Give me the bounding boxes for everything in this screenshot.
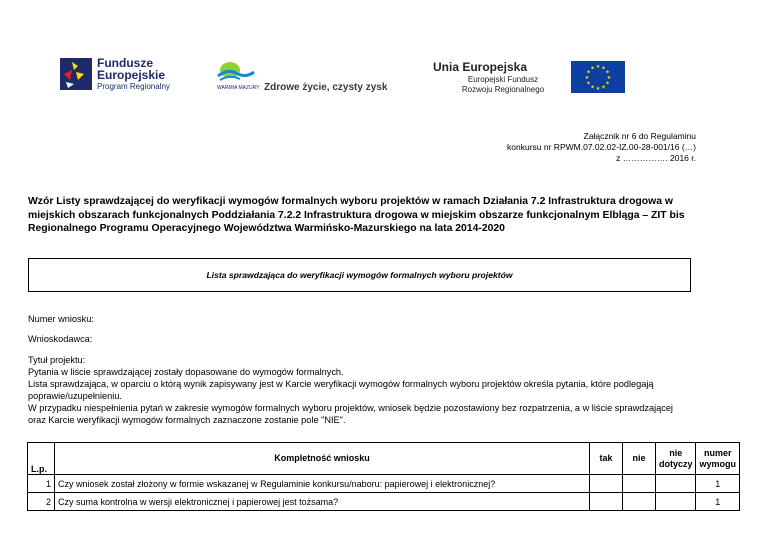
list-header-text: Lista sprawdzająca do weryfikacji wymogów formalnych wyboru projektów xyxy=(206,270,513,280)
col-section: Kompletność wniosku xyxy=(55,443,590,475)
svg-text:★: ★ xyxy=(584,75,590,81)
table-header-row xyxy=(28,443,740,475)
info-line-4: W przypadku niespełnienia pytań w zakresie wymogów formalnych wyboru projektów, wniosek będzie pozostawiony bez rozpatrzenia, a w liście sprawdzającej oraz Karcie weryfikacji wymogów formalnych zaznaczone zostanie pole "NIE". xyxy=(28,403,673,425)
row-wymog: 1 xyxy=(696,475,740,493)
criteria-table xyxy=(27,442,740,511)
info-line-3: Lista sprawdzająca, w oparciu o którą wynik zapisywany jest w Karcie weryfikacji wymogów formalnych wyboru projektów określa pytania, które podlegają poprawie/uzupełnieniu. xyxy=(28,379,654,401)
svg-text:★: ★ xyxy=(586,80,591,87)
table-row xyxy=(28,475,740,493)
fe-logo-subtitle: Program Regionalny xyxy=(97,82,170,91)
row-lp: 1 xyxy=(28,475,55,493)
row-wymog: 1 xyxy=(696,493,740,511)
info-block xyxy=(28,354,688,426)
field-tytul-projektu: Tytuł projektu: xyxy=(28,355,86,365)
checkbox-tak[interactable] xyxy=(589,493,622,511)
svg-text:★: ★ xyxy=(606,75,612,81)
field-wnioskodawca: Wnioskodawca: xyxy=(28,334,93,344)
col-tak: tak xyxy=(589,443,622,475)
svg-text:★: ★ xyxy=(605,80,610,87)
col-nie: nie xyxy=(622,443,655,475)
checkbox-nie-dotyczy[interactable] xyxy=(655,475,696,493)
svg-text:★: ★ xyxy=(590,65,595,72)
slogan-text: Zdrowe życie, czysty zysk xyxy=(264,82,388,93)
eu-flag-icon xyxy=(571,61,625,93)
checkbox-nie[interactable] xyxy=(622,475,655,493)
col-numer-wymogu: numer wymogu xyxy=(696,443,740,475)
checkbox-nie-dotyczy[interactable] xyxy=(655,493,696,511)
row-lp: 2 xyxy=(28,493,55,511)
checkbox-tak[interactable] xyxy=(589,475,622,493)
table-row xyxy=(28,493,740,511)
field-numer-wniosku: Numer wniosku: xyxy=(28,314,94,324)
svg-text:★: ★ xyxy=(605,69,610,76)
col-nie-dotyczy: nie dotyczy xyxy=(655,443,696,475)
document-title: Wzór Listy sprawdzającej do weryfikacji wymogów formalnych wyboru projektów w ramach Działania 7.2 Infrastruktura drogowa w miejskich obszarach funkcjonalnych Poddziałania 7.2.2 Infrastruktura drogowa w miejskim obszarze funkcjonalnym Elbląga – ZIT bis Regionalnego Programu Operacyjnego Województwa Warmińsko-Mazurskiego na lata 2014-2020 xyxy=(28,196,685,234)
list-header-box xyxy=(28,258,691,292)
svg-text:★: ★ xyxy=(595,64,601,70)
svg-text:★: ★ xyxy=(586,69,591,76)
svg-text:★: ★ xyxy=(601,84,606,91)
row-question: Czy suma kontrolna w wersji elektronicznej i papierowej jest tożsama? xyxy=(55,493,590,511)
mazury-logo-text: WARMIA MAZURY xyxy=(217,85,260,91)
ue-title: Unia Europejska xyxy=(433,60,528,74)
svg-text:★: ★ xyxy=(590,84,595,91)
checkbox-nie[interactable] xyxy=(622,493,655,511)
annex-note: Załącznik nr 6 do Regulaminu konkursu nr RPWM.07.02.02-IZ.00-28-001/16 (…) z ……………. 2016 r. xyxy=(507,131,696,163)
info-line-2: Pytania w liście sprawdzającej zostały dopasowane do wymogów formalnych. xyxy=(28,367,344,377)
warmia-mazury-logo-icon xyxy=(216,58,260,94)
ue-subtitle: Europejski Fundusz Rozwoju Regionalnego xyxy=(461,75,545,94)
col-lp: L.p. xyxy=(28,443,55,475)
row-question: Czy wniosek został złożony w formie wskazanej w Regulaminie konkursu/naboru: papierowej i elektronicznej? xyxy=(55,475,590,493)
svg-text:★: ★ xyxy=(601,65,606,72)
fe-logo-text: Fundusze Europejskie xyxy=(97,56,166,82)
svg-text:★: ★ xyxy=(595,86,601,92)
